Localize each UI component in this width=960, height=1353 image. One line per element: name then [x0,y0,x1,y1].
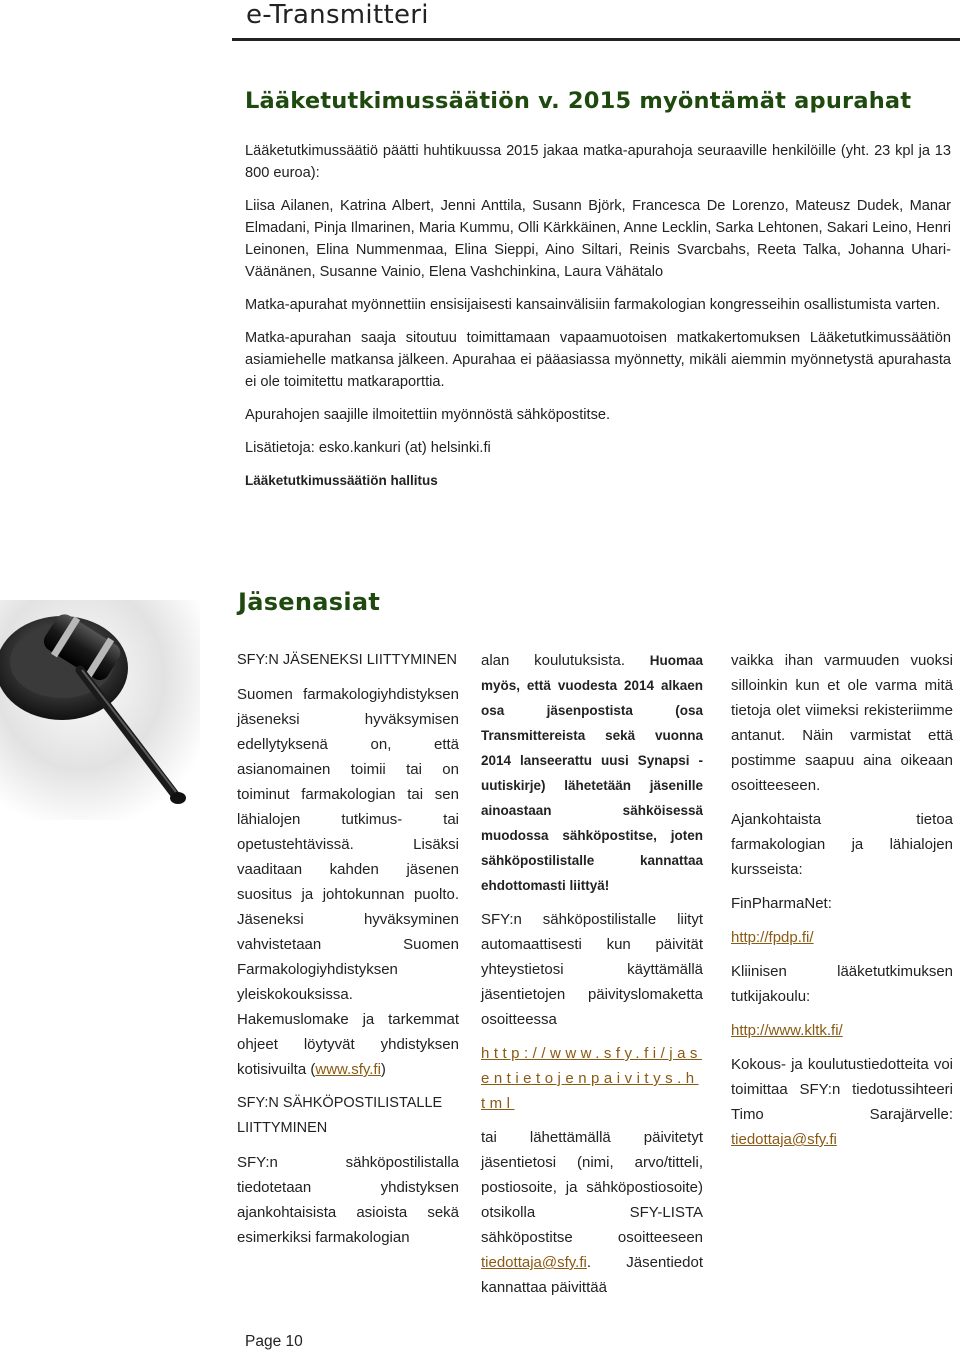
paragraph-join: SFY:n sähköpostilistalle liityt automaattisesti kun päivität yhteystietosi käyttämällä jäsentietojen päivityslomaketta osoitteessa [481,911,703,1028]
kltk-link[interactable]: http://www.kltk.fi/ [731,1022,843,1039]
secretary-email-link[interactable]: tiedottaja@sfy.fi [731,1131,837,1148]
column-courses [731,648,953,1161]
sfy-website-link[interactable]: www.sfy.fi [315,1061,381,1078]
paragraph-fpdp-link [731,925,953,950]
email-update-text: tai lähettämällä päivitetyt jäsentietosi (nimi, arvo/titteli, postiosoite, ja sähköpostiosoite) otsikolla SFY-LISTA sähköpostitse osoitteeseen [481,1129,703,1246]
paragraph-secretary [731,1052,953,1152]
paragraph-email-update [481,1125,703,1300]
notice-bold-text: Huomaa myös, että vuodesta 2014 alkaen osa jäsenpostista (osa Transmittereista sekä vuonna 2014 lanseerattu uusi Synapsi -uutiskirje) lähetetään jäsenille ainoastaan sähköisessä muodossa sähköpostitse, joten sähköpostilistalle kannattaa ehdottomasti liittyä! [481,653,703,893]
article-paragraph-purpose: Matka-apurahat myönnettiin ensisijaisesti kansainvälisiin farmakologian kongresseihin osallistumista varten. [245,297,941,313]
email-update-text-end: . Jäsentiedot kannattaa päivittää [481,1254,703,1296]
column-membership [237,648,459,1259]
publication-title: e-Transmitteri [246,0,429,30]
header-divider [232,38,960,41]
article-grants [245,88,951,503]
fpdp-link[interactable]: http://fpdp.fi/ [731,929,814,946]
notice-text: alan koulutuksista. [481,652,625,669]
article-paragraph-contact: Lisätietoja: esko.kankuri (at) helsinki.fi [245,440,491,456]
paragraph-verify: vaikka ihan varmuuden vuoksi silloinkin kun et ole varma mitä tietoja olet viimeksi rekisteriimme antanut. Näin varmistat että postimme saapuu aina oikeaan osoitteeseen. [731,652,953,794]
tiedottaja-email-link[interactable]: tiedottaja@sfy.fi [481,1254,587,1271]
section-title: Jäsenasiat [238,588,381,616]
article-title: Lääketutkimussäätiön v. 2015 myöntämät apurahat [245,88,912,114]
page-header [0,0,960,44]
paragraph-mailing-list: SFY:n sähköpostilistalla tiedotetaan yhdistyksen ajankohtaisista asioista sekä esimerkiksi farmakologian [237,1154,459,1246]
paragraph-link [481,1041,703,1116]
membership-text: Suomen farmakologiyhdistyksen jäseneksi hyväksymisen edellytyksenä on, että asianomainen toimii tai on toiminut farmakologian tai sen lähialojen tutkimus- tai opetustehtävissä. Lisäksi vaaditaan kahden jäsenen suositus ja johtokunnan puolto. Jäseneksi hyväksyminen vahvistetaan Suomen Farmakologiyhdistyksen yleiskokouksissa. Hakemuslomake ja tarkemmat ohjeet löytyvät yhdistyksen kotisivuilta ( [237,686,459,1078]
paragraph-notice [481,648,703,898]
article-paragraph-report: Matka-apurahan saaja sitoutuu toimittamaan vapaamuotoisen matkakertomuksen Lääketutkimussäätiön asiamiehelle matkansa jälkeen. Apurahaa ei pääasiassa myönnetty, mikäli aiemmin myönnetystä apurahasta ei ole toimitettu matkaraporttia. [245,330,951,390]
article-paragraph-notice: Apurahojen saajille ilmoitettiin myönnöstä sähköpostitse. [245,407,611,423]
member-update-link[interactable]: http://www.sfy.fi/jasentietojenpaivitys.html [481,1045,702,1112]
article-paragraph-intro: Lääketutkimussäätiö päätti huhtikuussa 2015 jakaa matka-apurahoja seuraaville henkilöille (yht. 23 kpl ja 13 800 euroa): [245,143,951,181]
heading-mailing-list: SFY:N SÄHKÖPOSTILISTALLE LIITTYMINEN [237,1095,443,1136]
membership-text-end: ) [380,1061,386,1078]
column-mailing-list [481,648,703,1309]
paragraph-courses: Ajankohtaista tietoa farmakologian ja lähialojen kursseista: [731,811,953,878]
secretary-text: Kokous- ja koulutustiedotteita voi toimittaa SFY:n tiedotussihteeri Timo Sarajärvelle: [731,1056,953,1123]
article-paragraph-recipients: Liisa Ailanen, Katrina Albert, Jenni Anttila, Susann Björk, Francesca De Lorenzo, Mateusz Dudek, Manar Elmadani, Pinja Ilmarinen, Maria Kummu, Olli Kärkkäinen, Anne Lecklin, Sarka Lehtonen, Sakari Leino, Henri Leinonen, Elina Nummenmaa, Elina Sieppi, Aino Siltari, Reinis Svarcbahs, Reeta Talka, Johanna Uhari-Väänänen, Susanne Vainio, Elena Vashchinkina, Laura Vähätalo [245,198,951,280]
paragraph-membership [237,682,459,1082]
paragraph-kltk-link [731,1018,953,1043]
page-number: Page 10 [245,1333,303,1350]
heading-membership: SFY:N JÄSENEKSI LIITTYMINEN [237,652,457,668]
label-finpharmanet: FinPharmaNet: [731,895,832,912]
article-signature: Lääketutkimussäätiön hallitus [245,473,438,488]
label-kltk: Kliinisen lääketutkimuksen tutkijakoulu: [731,963,953,1005]
gavel-image [0,600,200,820]
